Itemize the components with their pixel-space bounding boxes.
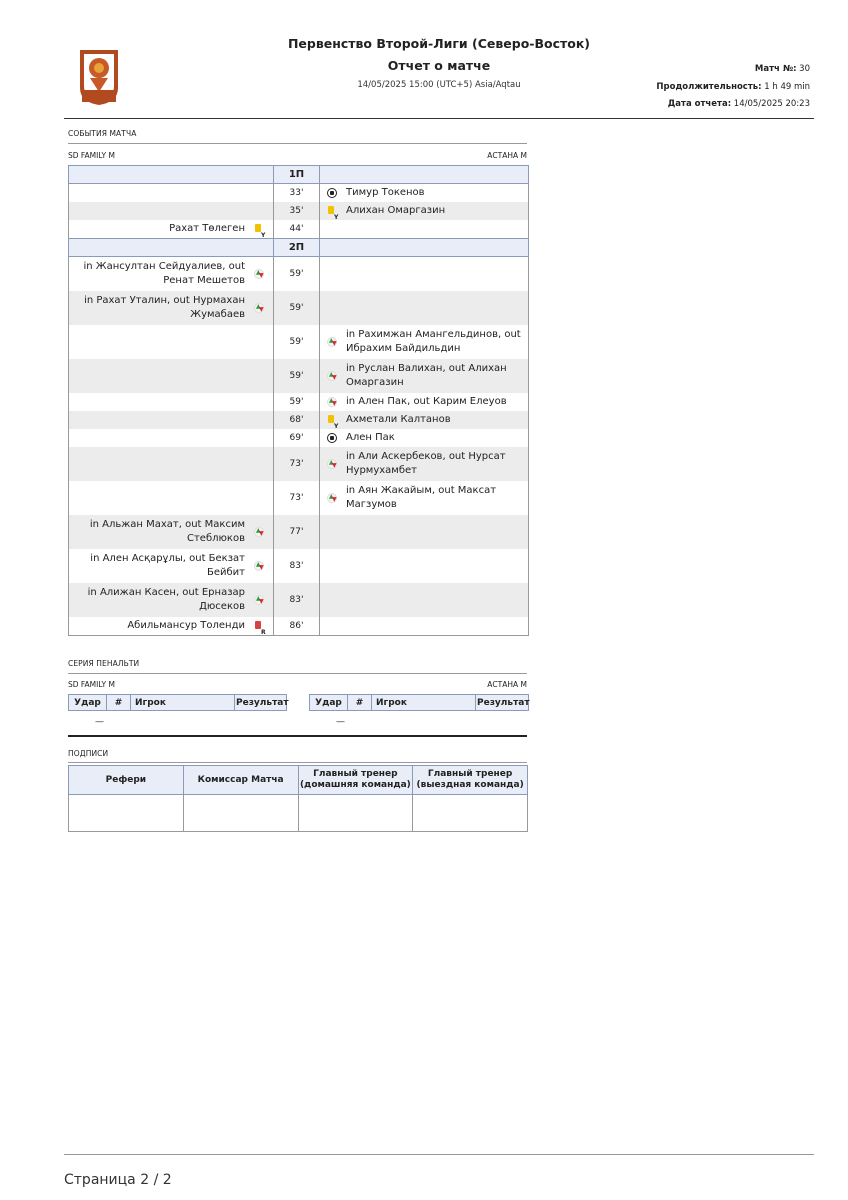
sig-cell-away-coach bbox=[413, 795, 528, 832]
event-text: in Алижан Касен, out Ерназар Дюсеков bbox=[87, 587, 245, 612]
event-row bbox=[69, 220, 529, 239]
event-minute: 33' bbox=[274, 184, 320, 203]
pen-col-player: Игрок bbox=[131, 695, 235, 711]
half-header-row bbox=[69, 239, 529, 257]
penalty-table-away bbox=[309, 694, 529, 733]
footer-divider bbox=[64, 1154, 814, 1155]
substitution-icon: ▲ ▼ bbox=[329, 337, 337, 347]
yellow-card-icon: Y bbox=[326, 205, 338, 217]
pen-col-player: Игрок bbox=[372, 695, 476, 711]
substitution-icon: ▲ ▼ bbox=[256, 595, 264, 605]
event-row bbox=[69, 393, 529, 411]
report-header bbox=[64, 30, 814, 119]
penalty-away-team: АСТАНА М bbox=[487, 680, 527, 689]
substitution-icon: ▲ ▼ bbox=[256, 303, 264, 313]
event-text: in Али Аскербеков, out Нурсат Нурмухамбет bbox=[346, 451, 506, 476]
event-minute: 59' bbox=[274, 393, 320, 411]
match-number: Матч №: 30 bbox=[754, 64, 810, 74]
penalty-divider bbox=[68, 735, 527, 737]
event-minute: 73' bbox=[274, 447, 320, 481]
half-header-row bbox=[69, 166, 529, 184]
half-label: 1П bbox=[274, 166, 320, 184]
event-text: Ален Пак bbox=[346, 432, 395, 443]
event-text: in Руслан Валихан, out Алихан Омаргазин bbox=[346, 363, 507, 388]
event-text: in Ален Пак, out Карим Елеуов bbox=[346, 396, 507, 407]
event-row bbox=[69, 359, 529, 393]
goal-ball-icon bbox=[326, 432, 338, 444]
penalty-section-divider bbox=[68, 673, 527, 674]
events-away-team: АСТАНА М bbox=[487, 151, 527, 160]
event-minute: 59' bbox=[274, 291, 320, 325]
event-text: in Рахимжан Амангельдинов, out Ибрахим Байдильдин bbox=[346, 329, 521, 354]
event-text: Тимур Токенов bbox=[346, 187, 425, 198]
substitution-icon: ▲ ▼ bbox=[329, 397, 337, 407]
half-label: 2П bbox=[274, 239, 320, 257]
match-events-table bbox=[68, 165, 529, 636]
event-text: Абильмансур Толенди bbox=[127, 620, 245, 631]
pen-col-number: # bbox=[348, 695, 372, 711]
federation-logo bbox=[76, 48, 122, 106]
event-row bbox=[69, 325, 529, 359]
goal-ball-icon bbox=[326, 187, 338, 199]
sig-cell-home-coach bbox=[298, 795, 413, 832]
event-text: in Аян Жакайым, out Максат Магзумов bbox=[346, 485, 497, 510]
pen-away-empty: — bbox=[336, 717, 345, 727]
event-text: in Альжан Махат, out Максим Стеблюков bbox=[89, 519, 245, 544]
pen-col-shot: Удар bbox=[310, 695, 348, 711]
pen-col-result: Результат bbox=[476, 695, 529, 711]
sig-cell-commissioner bbox=[183, 795, 298, 832]
pen-home-empty: — bbox=[95, 717, 104, 727]
event-minute: 83' bbox=[274, 583, 320, 617]
substitution-icon: ▲ ▼ bbox=[256, 561, 264, 571]
event-minute: 86' bbox=[274, 617, 320, 636]
event-minute: 59' bbox=[274, 359, 320, 393]
event-minute: 59' bbox=[274, 257, 320, 292]
red-card-icon: R bbox=[253, 620, 265, 632]
event-text: in Жансултан Сейдуалиев, out Ренат Мешетов bbox=[83, 261, 245, 286]
penalty-section-label: СЕРИЯ ПЕНАЛЬТИ bbox=[68, 659, 140, 668]
event-row bbox=[69, 447, 529, 481]
match-datetime: 14/05/2025 15:00 (UTC+5) Asia/Aqtau bbox=[357, 80, 521, 90]
sig-col-home-coach: Главный тренер (домашняя команда) bbox=[298, 766, 413, 795]
signatures-section-divider bbox=[68, 762, 527, 763]
event-text: in Рахат Уталин, out Нурмахан Жумабаев bbox=[84, 295, 245, 320]
header-divider bbox=[64, 118, 814, 119]
penalty-table-home bbox=[68, 694, 287, 733]
sig-col-referee: Рефери bbox=[69, 766, 184, 795]
event-row bbox=[69, 617, 529, 636]
event-text: Ахметали Калтанов bbox=[346, 414, 451, 425]
signatures-section-label: ПОДПИСИ bbox=[68, 749, 109, 758]
pen-col-shot: Удар bbox=[69, 695, 107, 711]
event-row bbox=[69, 515, 529, 549]
sig-col-commissioner: Комиссар Матча bbox=[183, 766, 298, 795]
match-duration: Продолжительность: 1 h 49 min bbox=[656, 82, 810, 92]
events-home-team: SD FAMILY M bbox=[68, 151, 115, 160]
event-text: Рахат Төлеген bbox=[169, 223, 245, 234]
event-minute: 77' bbox=[274, 515, 320, 549]
report-subtitle: Отчет о матче bbox=[387, 58, 491, 73]
event-minute: 59' bbox=[274, 325, 320, 359]
event-text: Алихан Омаргазин bbox=[346, 205, 446, 216]
substitution-icon: ▲ ▼ bbox=[329, 459, 337, 469]
pen-col-result: Результат bbox=[235, 695, 287, 711]
event-row bbox=[69, 202, 529, 220]
yellow-card-icon: Y bbox=[253, 223, 265, 235]
signatures-table bbox=[68, 765, 528, 832]
event-row bbox=[69, 549, 529, 583]
report-title: Первенство Второй-Лиги (Северо-Восток) bbox=[287, 36, 591, 51]
events-section-label: СОБЫТИЯ МАТЧА bbox=[68, 129, 137, 138]
event-minute: 44' bbox=[274, 220, 320, 239]
substitution-icon: ▲ ▼ bbox=[256, 527, 264, 537]
event-row bbox=[69, 411, 529, 429]
substitution-icon: ▲ ▼ bbox=[256, 269, 264, 279]
event-row bbox=[69, 481, 529, 515]
event-row bbox=[69, 257, 529, 292]
event-minute: 68' bbox=[274, 411, 320, 429]
event-row bbox=[69, 583, 529, 617]
event-text: in Ален Асқарұлы, out Бекзат Бейбит bbox=[90, 553, 245, 578]
event-minute: 83' bbox=[274, 549, 320, 583]
sig-cell-referee bbox=[69, 795, 184, 832]
event-row bbox=[69, 291, 529, 325]
yellow-card-icon: Y bbox=[326, 414, 338, 426]
events-section-divider bbox=[68, 143, 527, 144]
report-date: Дата отчета: 14/05/2025 20:23 bbox=[667, 99, 810, 109]
pen-col-number: # bbox=[107, 695, 131, 711]
substitution-icon: ▲ ▼ bbox=[329, 493, 337, 503]
event-minute: 69' bbox=[274, 429, 320, 447]
penalty-home-team: SD FAMILY M bbox=[68, 680, 115, 689]
event-minute: 73' bbox=[274, 481, 320, 515]
sig-col-away-coach: Главный тренер (выездная команда) bbox=[413, 766, 528, 795]
event-row bbox=[69, 429, 529, 447]
event-row bbox=[69, 184, 529, 203]
event-minute: 35' bbox=[274, 202, 320, 220]
page-number: Страница 2 / 2 bbox=[64, 1172, 172, 1188]
substitution-icon: ▲ ▼ bbox=[329, 371, 337, 381]
